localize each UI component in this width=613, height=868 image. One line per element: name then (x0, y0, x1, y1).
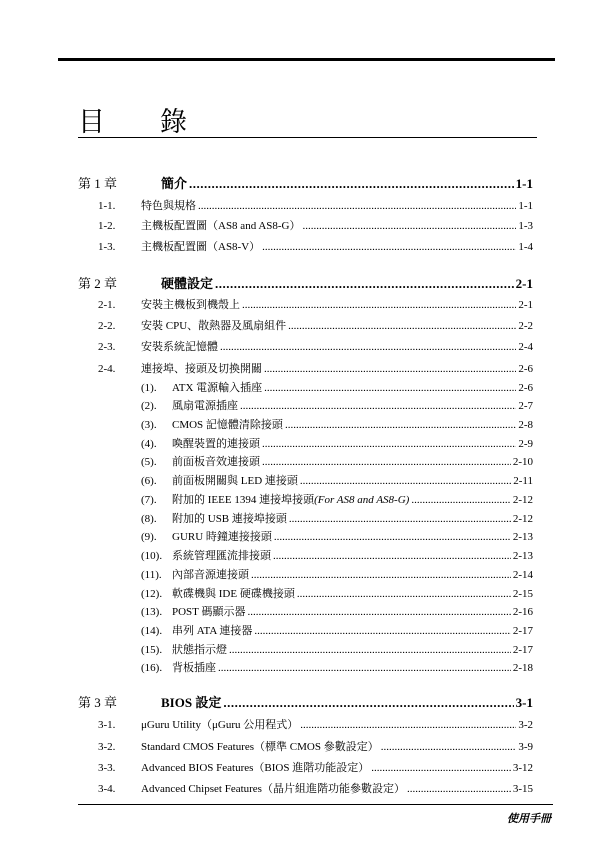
chapter-title: 硬體設定 (161, 276, 214, 291)
page-number: 2-4 (518, 341, 533, 353)
leader-dots (411, 494, 511, 506)
leader-dots (300, 475, 511, 487)
page-number: 2-8 (518, 419, 533, 431)
section-title: Standard CMOS Features（標準 CMOS 參數設定） (141, 741, 379, 753)
toc-item-16[interactable] (78, 659, 533, 675)
page-number: 2-1 (518, 299, 533, 311)
leader-dots (285, 419, 516, 431)
page-number: 2-9 (518, 438, 533, 450)
section-title: Advanced Chipset Features（晶片組進階功能參數設定） (141, 783, 405, 795)
section-title: 安裝系統記憶體 (141, 341, 218, 353)
leader-dots (218, 662, 511, 674)
toc-item-1[interactable] (78, 379, 533, 395)
leader-dots (381, 741, 517, 753)
leader-dots (215, 276, 514, 292)
page-number: 3-12 (512, 762, 533, 774)
chapter-title: BIOS 設定 (161, 695, 222, 710)
toc-item-12[interactable] (78, 585, 533, 601)
page-number: 3-1 (515, 695, 533, 710)
toc-section-3-1[interactable] (78, 716, 533, 732)
item-title: 內部音源連接頭 (172, 569, 249, 581)
toc-item-4[interactable] (78, 435, 533, 451)
page-number: 2-1 (515, 276, 533, 291)
leader-dots (303, 220, 517, 232)
item-title: GURU 時鐘連接接頭 (172, 531, 272, 543)
page-number: 2-2 (518, 320, 533, 332)
item-title: POST 碼顯示器 (172, 606, 246, 618)
footer-label: 使用手冊 (507, 812, 551, 825)
item-number: (5). (141, 456, 157, 468)
leader-dots (254, 625, 510, 637)
page-number: 2-17 (512, 625, 533, 637)
page-number: 2-13 (512, 550, 533, 562)
toc-item-13[interactable] (78, 603, 533, 619)
page-number: 2-16 (512, 606, 533, 618)
footer-rule (78, 804, 553, 805)
page-number: 3-15 (512, 783, 533, 795)
item-number: (6). (141, 475, 157, 487)
section-title: 安裝 CPU、散熱器及風扇組件 (141, 320, 287, 332)
toc-section-1-2[interactable] (78, 217, 533, 233)
leader-dots (242, 299, 516, 311)
section-number: 2-4. (98, 363, 116, 375)
leader-dots (223, 695, 513, 711)
toc-section-2-4[interactable] (78, 360, 533, 376)
leader-dots (264, 382, 516, 394)
item-number: (12). (141, 588, 163, 600)
chapter-title: 簡介 (161, 176, 188, 191)
toc-section-3-3[interactable] (78, 759, 533, 775)
item-number: (1). (141, 382, 157, 394)
chapter-label: 第 2 章 (78, 276, 118, 291)
item-title: 附加的 USB 連接埠接頭 (172, 513, 287, 525)
leader-dots (251, 569, 511, 581)
section-number: 3-3. (98, 762, 116, 774)
item-title: 前面板開關與 LED 連接頭 (172, 475, 298, 487)
toc-item-6[interactable] (78, 472, 533, 488)
toc-section-2-2[interactable] (78, 317, 533, 333)
item-number: (10). (141, 550, 163, 562)
item-title: 系統管理匯流排接頭 (172, 550, 271, 562)
section-title: 主機板配置圖（AS8 and AS8-G） (141, 220, 301, 232)
toc-section-1-1[interactable] (78, 197, 533, 213)
chapter-label: 第 3 章 (78, 695, 118, 710)
page-number: 2-7 (518, 400, 533, 412)
toc-item-9[interactable] (78, 528, 533, 544)
page-title: 目 錄 (78, 107, 201, 137)
page-number: 1-4 (518, 241, 533, 253)
item-number: (3). (141, 419, 157, 431)
toc-section-2-1[interactable] (78, 296, 533, 312)
page-number: 2-10 (512, 456, 533, 468)
item-title: 背板插座 (172, 662, 216, 674)
leader-dots (189, 176, 514, 192)
page-number: 2-6 (518, 363, 533, 375)
page-number: 2-17 (512, 644, 533, 656)
leader-dots (262, 241, 516, 253)
item-title: 喚醒裝置的連接頭 (172, 438, 260, 450)
item-title: CMOS 記憶體清除接頭 (172, 419, 283, 431)
section-number: 1-2. (98, 220, 116, 232)
page-number: 1-1 (515, 176, 533, 191)
item-title-note: (For AS8 and AS8-G) (314, 494, 410, 506)
leader-dots (289, 513, 511, 525)
leader-dots (273, 550, 511, 562)
item-title: 串列 ATA 連接器 (172, 625, 253, 637)
item-title: ATX 電源輸入插座 (172, 382, 263, 394)
item-number: (9). (141, 531, 157, 543)
leader-dots (220, 341, 516, 353)
item-number: (7). (141, 494, 157, 506)
section-number: 1-3. (98, 241, 116, 253)
section-title: Advanced BIOS Features（BIOS 進階功能設定） (141, 762, 370, 774)
section-number: 3-1. (98, 719, 116, 731)
item-title: 前面板音效連接頭 (172, 456, 260, 468)
page-number: 2-14 (512, 569, 533, 581)
page-number: 2-13 (512, 531, 533, 543)
item-title: 軟碟機與 IDE 硬碟機接頭 (172, 588, 295, 600)
toc-chapter-3[interactable] (78, 692, 533, 711)
page-number: 3-9 (518, 741, 533, 753)
item-number: (8). (141, 513, 157, 525)
leader-dots (297, 588, 511, 600)
page-number: 2-12 (512, 513, 533, 525)
item-title: 狀態指示燈 (172, 644, 227, 656)
toc-item-8[interactable] (78, 510, 533, 526)
leader-dots (407, 783, 511, 795)
toc-section-2-3[interactable] (78, 338, 533, 354)
leader-dots (240, 400, 516, 412)
section-title: 連接埠、接頭及切換開關 (141, 363, 262, 375)
leader-dots (262, 438, 516, 450)
item-number: (16). (141, 662, 163, 674)
leader-dots (371, 762, 511, 774)
item-title: 風扇電源插座 (172, 400, 238, 412)
leader-dots (229, 644, 511, 656)
section-title: 主機板配置圖（AS8-V） (141, 241, 261, 253)
section-number: 3-2. (98, 741, 116, 753)
page-number: 2-12 (512, 494, 533, 506)
toc-chapter-1[interactable] (78, 173, 533, 192)
section-title: 特色與規格 (141, 200, 196, 212)
leader-dots (288, 320, 516, 332)
leader-dots (274, 531, 511, 543)
item-number: (15). (141, 644, 163, 656)
section-number: 2-1. (98, 299, 116, 311)
item-number: (2). (141, 400, 157, 412)
section-title: μGuru Utility（μGuru 公用程式） (141, 719, 299, 731)
page-number: 2-18 (512, 662, 533, 674)
toc-item-14[interactable] (78, 622, 533, 638)
toc-item-7[interactable] (78, 491, 533, 507)
leader-dots (198, 200, 516, 212)
page-number: 1-1 (518, 200, 533, 212)
page-number: 2-6 (518, 382, 533, 394)
title-rule (78, 137, 537, 138)
toc-item-10[interactable] (78, 547, 533, 563)
leader-dots (264, 363, 516, 375)
toc-section-3-4[interactable] (78, 780, 533, 796)
chapter-label: 第 1 章 (78, 176, 118, 191)
item-title: 附加的 IEEE 1394 連接埠接頭 (172, 494, 315, 506)
leader-dots (247, 606, 510, 618)
item-number: (4). (141, 438, 157, 450)
leader-dots (262, 456, 511, 468)
section-number: 1-1. (98, 200, 116, 212)
toc-section-1-3[interactable] (78, 238, 533, 254)
toc-item-15[interactable] (78, 641, 533, 657)
section-number: 2-2. (98, 320, 116, 332)
item-number: (11). (141, 569, 162, 581)
toc-chapter-2[interactable] (78, 273, 533, 292)
page-number: 3-2 (518, 719, 533, 731)
item-number: (14). (141, 625, 163, 637)
toc-section-3-2[interactable] (78, 738, 533, 754)
page-number: 1-3 (518, 220, 533, 232)
toc-item-11[interactable] (78, 566, 533, 582)
toc-item-3[interactable] (78, 416, 533, 432)
item-number: (13). (141, 606, 163, 618)
toc-item-5[interactable] (78, 453, 533, 469)
top-rule (58, 58, 555, 61)
leader-dots (300, 719, 516, 731)
page-number: 2-15 (512, 588, 533, 600)
section-number: 2-3. (98, 341, 116, 353)
section-number: 3-4. (98, 783, 116, 795)
toc-item-2[interactable] (78, 397, 533, 413)
section-title: 安裝主機板到機殼上 (141, 299, 240, 311)
page-number: 2-11 (513, 475, 533, 487)
